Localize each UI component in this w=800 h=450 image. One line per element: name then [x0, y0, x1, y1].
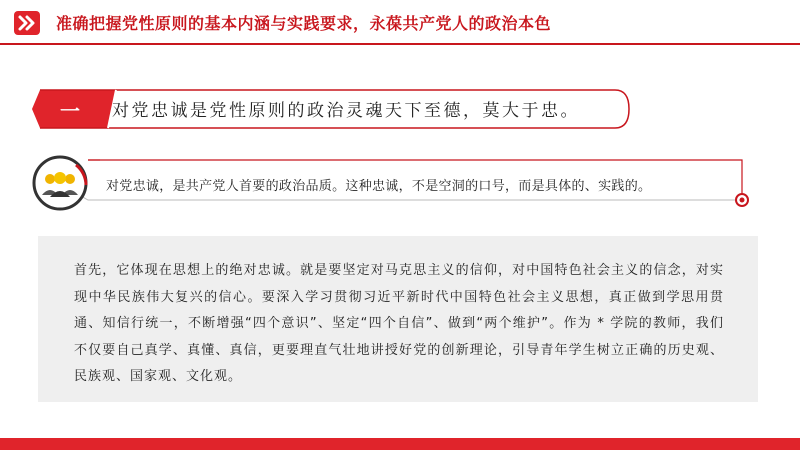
- section-title: 对党忠诚是党性原则的政治灵魂天下至德，莫大于忠。: [112, 101, 580, 121]
- page-title: 准确把握党性原则的基本内涵与实践要求，永葆共产党人的政治本色: [56, 14, 552, 33]
- people-group-icon: [32, 155, 88, 211]
- header-bar: [0, 0, 800, 44]
- double-chevron-right-icon: [14, 11, 40, 35]
- section-number: 一: [60, 98, 80, 123]
- header-divider: [0, 43, 800, 45]
- section-heading: [30, 88, 630, 130]
- content-panel: [38, 236, 758, 402]
- intro-statement: 对党忠诚，是共产党人首要的政治品质。这种忠诚，不是空洞的口号，而是具体的、实践的。: [106, 179, 652, 194]
- content-paragraph: 首先，它体现在思想上的绝对忠诚。就是要坚定对马克思主义的信仰，对中国特色社会主义的信念，对实现中华民族伟大复兴的信心。要深入学习贯彻习近平新时代中国特色社会主义思想，真正做到学思用贯通、知信行统一，不断增强“四个意识”、坚定“四个自信”、做到“两个维护”。作为 * 学院的教师，我们不仅要自己真学、真懂、真信，更要理直气壮地讲授好党的创新理论，引导青年学生树立正确的历史观、民族观、国家观、文化观。: [74, 263, 724, 384]
- footer-bar: [0, 438, 800, 450]
